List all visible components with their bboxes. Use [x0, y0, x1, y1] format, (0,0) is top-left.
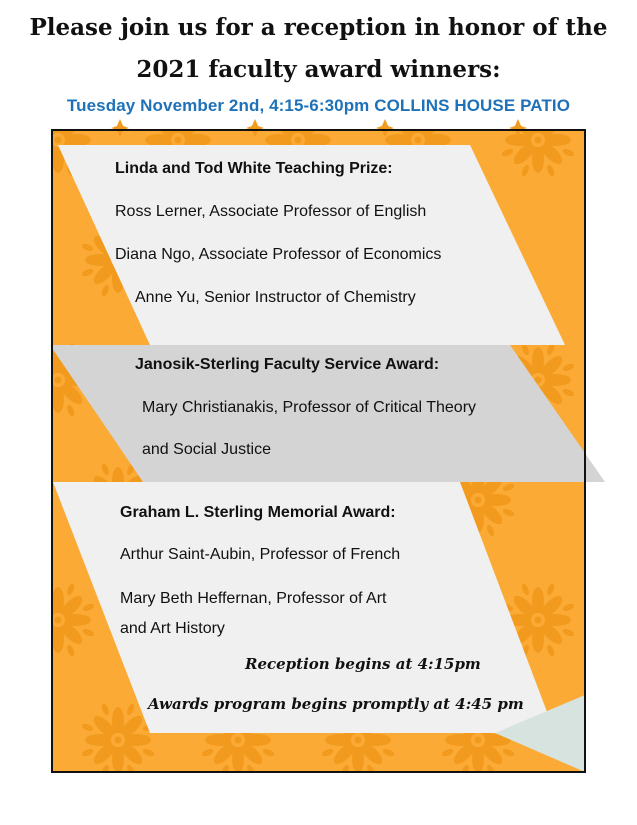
- recipient-item: Anne Yu, Senior Instructor of Chemistry: [135, 289, 416, 306]
- recipient-item: Arthur Saint-Aubin, Professor of French: [120, 546, 401, 563]
- recipient-item: Mary Christianakis, Professor of Critical Theory: [142, 399, 477, 416]
- recipient-item: Diana Ngo, Associate Professor of Economics: [115, 246, 442, 263]
- recipient-item: and Social Justice: [142, 441, 271, 458]
- recipient-item: Mary Beth Heffernan, Professor of Art: [120, 590, 387, 607]
- event-details: Tuesday November 2nd, 4:15-6:30pm COLLINS HOUSE PATIO: [66, 96, 571, 115]
- service-award-heading: Janosik-Sterling Faculty Service Award:: [135, 356, 440, 373]
- memorial-award-heading: Graham L. Sterling Memorial Award:: [120, 504, 396, 521]
- reception-time: Reception begins at 4:15pm: [245, 655, 481, 673]
- program-time: Awards program begins promptly at 4:45 pm: [148, 695, 524, 713]
- recipient-item: and Art History: [120, 620, 225, 637]
- teaching-prize-heading: Linda and Tod White Teaching Prize:: [115, 160, 393, 177]
- invitation-title-line-2: 2021 faculty award winners:: [136, 56, 501, 83]
- recipient-item: Ross Lerner, Associate Professor of English: [115, 203, 427, 220]
- invitation-title-line-1: Please join us for a reception in honor of the: [29, 14, 608, 41]
